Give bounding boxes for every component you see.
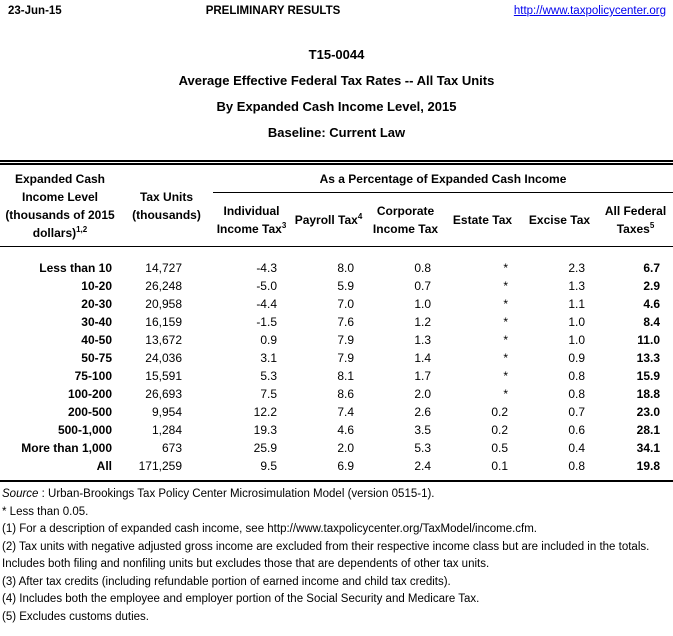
income-level-cell: 50-75 bbox=[81, 351, 112, 365]
taxpolicycenter-link[interactable]: http://www.taxpolicycenter.org bbox=[513, 5, 666, 17]
column-header-individual-income-tax: Individual Income Tax$^3$ bbox=[213, 193, 290, 247]
column-header-expanded-cash-income-level bbox=[0, 163, 120, 247]
value-cell: 4.6 bbox=[643, 297, 660, 311]
tax-rates-table bbox=[0, 160, 673, 482]
value-cell: 19.3 bbox=[253, 423, 277, 437]
footnotes-list bbox=[2, 504, 673, 627]
value-cell: -5.0 bbox=[256, 279, 277, 293]
value-cell: 0.7 bbox=[414, 279, 431, 293]
table-row bbox=[0, 277, 673, 295]
value-cell: * bbox=[503, 351, 508, 365]
span-header-percentage-of-expanded-cash-income: As a Percentage of Expanded Cash Income bbox=[213, 163, 673, 193]
value-cell: 13.3 bbox=[636, 351, 660, 365]
top-bar bbox=[0, 0, 673, 22]
footnote: * Less than 0.05. bbox=[2, 505, 89, 518]
tax-units-cell: 673 bbox=[161, 441, 182, 455]
value-cell: 7.5 bbox=[260, 387, 277, 401]
value-cell: 0.6 bbox=[568, 423, 585, 437]
subtitle-baseline: Baseline: Current Law bbox=[267, 125, 406, 140]
value-cell: 1.1 bbox=[568, 297, 585, 311]
value-cell: 7.9 bbox=[337, 351, 354, 365]
table-row bbox=[0, 247, 673, 278]
value-cell: 0.9 bbox=[260, 333, 277, 347]
value-cell: * bbox=[503, 279, 508, 293]
value-cell: 2.0 bbox=[414, 387, 431, 401]
column-header-excise-tax: Excise Tax bbox=[521, 193, 598, 247]
income-level-cell: 500-1,000 bbox=[57, 423, 112, 437]
table-row bbox=[0, 421, 673, 439]
value-cell: 8.1 bbox=[337, 369, 354, 383]
source-text: : Urban-Brookings Tax Policy Center Microsimulation Model (version 0515-1). bbox=[38, 488, 435, 500]
income-level-cell: 100-200 bbox=[67, 387, 112, 401]
value-cell: 7.6 bbox=[337, 315, 354, 329]
column-header-payroll-tax: Payroll Tax$^4$ bbox=[290, 193, 367, 247]
value-cell: 7.4 bbox=[337, 405, 354, 419]
header-text: dollars) bbox=[32, 225, 77, 240]
value-cell: * bbox=[503, 297, 508, 311]
value-cell: 1.4 bbox=[414, 351, 431, 365]
value-cell: 0.8 bbox=[568, 459, 585, 473]
value-cell: 2.3 bbox=[568, 261, 585, 275]
value-cell: 7.9 bbox=[337, 333, 354, 347]
tax-units-cell: 9,954 bbox=[151, 405, 182, 419]
table-row bbox=[0, 349, 673, 367]
footnote: (3) After tax credits (including refundable portion of earned income and child tax credits). bbox=[2, 575, 451, 588]
header-line: Income Level bbox=[21, 189, 99, 204]
value-cell: 0.7 bbox=[568, 405, 585, 419]
value-cell: -4.4 bbox=[256, 297, 277, 311]
income-level-cell: Less than 10 bbox=[39, 261, 112, 275]
tax-units-cell: 13,672 bbox=[145, 333, 182, 347]
tax-units-cell: 16,159 bbox=[145, 315, 182, 329]
column-header-all-federal-taxes: All Federal Taxes$^5$ bbox=[598, 193, 673, 247]
table-row bbox=[0, 295, 673, 313]
value-cell: 0.2 bbox=[491, 405, 508, 419]
value-cell: 6.7 bbox=[643, 261, 660, 275]
value-cell: * bbox=[503, 369, 508, 383]
value-cell: 23.0 bbox=[636, 405, 660, 419]
value-cell: 5.9 bbox=[337, 279, 354, 293]
table-row bbox=[0, 331, 673, 349]
value-cell: 1.2 bbox=[414, 315, 431, 329]
value-cell: 0.8 bbox=[568, 369, 585, 383]
table-row bbox=[0, 439, 673, 457]
footnote: (2) Tax units with negative adjusted gross income are excluded from their respective income class but are included in the totals. Includes both filing and nonfiling units but excludes those that are dependents of other tax units. bbox=[2, 540, 650, 570]
value-cell: 7.0 bbox=[337, 297, 354, 311]
value-cell: 25.9 bbox=[253, 441, 277, 455]
main-title: Average Effective Federal Tax Rates -- All Tax Units bbox=[178, 73, 495, 88]
value-cell: 1.0 bbox=[414, 297, 431, 311]
header-row-top bbox=[0, 163, 673, 193]
header-line: (thousands of 2015 bbox=[5, 207, 115, 222]
value-cell: 1.0 bbox=[568, 333, 585, 347]
preliminary-results-label: PRELIMINARY RESULTS bbox=[205, 5, 341, 17]
value-cell: 0.8 bbox=[568, 387, 585, 401]
value-cell: 6.9 bbox=[337, 459, 354, 473]
value-cell: 18.8 bbox=[636, 387, 660, 401]
value-cell: 0.1 bbox=[491, 459, 508, 473]
value-cell: 8.0 bbox=[337, 261, 354, 275]
tax-units-cell: 15,591 bbox=[145, 369, 182, 383]
value-cell: 0.5 bbox=[491, 441, 508, 455]
value-cell: 0.4 bbox=[568, 441, 585, 455]
income-level-cell: 10-20 bbox=[81, 279, 112, 293]
value-cell: 12.2 bbox=[253, 405, 277, 419]
tax-units-cell: 26,248 bbox=[145, 279, 182, 293]
value-cell: -1.5 bbox=[256, 315, 277, 329]
tax-units-cell: 26,693 bbox=[145, 387, 182, 401]
table-id-title: T15-0044 bbox=[308, 47, 365, 62]
header-line: Expanded Cash bbox=[14, 171, 106, 186]
table-row bbox=[0, 457, 673, 481]
footnotes-section bbox=[0, 486, 673, 626]
column-header-corporate-income-tax: Corporate Income Tax bbox=[367, 193, 444, 247]
tax-units-cell: 171,259 bbox=[138, 459, 182, 473]
value-cell: 2.0 bbox=[337, 441, 354, 455]
value-cell: 2.9 bbox=[643, 279, 660, 293]
title-block bbox=[0, 42, 673, 146]
footnote: (4) Includes both the employee and employer portion of the Social Security and Medicare Tax. bbox=[2, 593, 480, 605]
value-cell: 1.3 bbox=[568, 279, 585, 293]
footnote-marker: 1,2 bbox=[76, 224, 88, 234]
value-cell: 9.5 bbox=[260, 459, 277, 473]
header-line: (thousands) bbox=[132, 207, 201, 222]
date-label: 23-Jun-15 bbox=[8, 5, 62, 17]
income-level-cell: 75-100 bbox=[74, 369, 112, 383]
value-cell: 8.6 bbox=[337, 387, 354, 401]
tax-units-cell: 1,284 bbox=[151, 423, 182, 437]
value-cell: 1.0 bbox=[568, 315, 585, 329]
table-row bbox=[0, 385, 673, 403]
value-cell: 11.0 bbox=[637, 333, 660, 347]
tax-units-cell: 24,036 bbox=[145, 351, 182, 365]
footnote: (5) Excludes customs duties. bbox=[2, 610, 150, 623]
value-cell: * bbox=[503, 315, 508, 329]
value-cell: -4.3 bbox=[256, 261, 277, 275]
value-cell: 2.4 bbox=[414, 459, 431, 473]
value-cell: 0.2 bbox=[491, 423, 508, 437]
value-cell: 3.1 bbox=[260, 351, 277, 365]
income-level-cell: All bbox=[96, 459, 112, 473]
table-row bbox=[0, 313, 673, 331]
subtitle-income-level: By Expanded Cash Income Level, 2015 bbox=[216, 99, 457, 114]
income-level-cell: 30-40 bbox=[81, 315, 112, 329]
value-cell: 19.8 bbox=[636, 459, 660, 473]
income-level-cell: More than 1,000 bbox=[21, 441, 112, 455]
value-cell: 0.9 bbox=[568, 351, 585, 365]
value-cell: * bbox=[503, 261, 508, 275]
value-cell: 8.4 bbox=[643, 315, 660, 329]
income-level-cell: 20-30 bbox=[81, 297, 112, 311]
value-cell: * bbox=[503, 333, 508, 347]
table-row bbox=[0, 367, 673, 385]
source-note bbox=[2, 486, 673, 504]
footnote: (1) For a description of expanded cash income, see http://www.taxpolicycenter.org/TaxModel/income.cfm. bbox=[2, 523, 538, 535]
value-cell: 1.7 bbox=[414, 369, 431, 383]
source-label: Source bbox=[2, 488, 39, 500]
tax-units-cell: 20,958 bbox=[145, 297, 182, 311]
column-header-tax-units bbox=[120, 163, 213, 247]
value-cell: 34.1 bbox=[636, 441, 660, 455]
header-line: Tax Units bbox=[139, 189, 194, 204]
value-cell: 5.3 bbox=[414, 441, 431, 455]
value-cell: 5.3 bbox=[260, 369, 277, 383]
tax-units-cell: 14,727 bbox=[145, 261, 182, 275]
value-cell: 1.3 bbox=[414, 333, 431, 347]
income-level-cell: 200-500 bbox=[67, 405, 112, 419]
value-cell: 2.6 bbox=[414, 405, 431, 419]
value-cell: 4.6 bbox=[337, 423, 354, 437]
value-cell: 3.5 bbox=[414, 423, 431, 437]
header-line bbox=[0, 224, 120, 242]
value-cell: * bbox=[503, 387, 508, 401]
table-row bbox=[0, 403, 673, 421]
value-cell: 0.8 bbox=[414, 261, 431, 275]
value-cell: 28.1 bbox=[636, 423, 660, 437]
column-header-estate-tax: Estate Tax bbox=[444, 193, 521, 247]
income-level-cell: 40-50 bbox=[81, 333, 112, 347]
value-cell: 15.9 bbox=[636, 369, 660, 383]
